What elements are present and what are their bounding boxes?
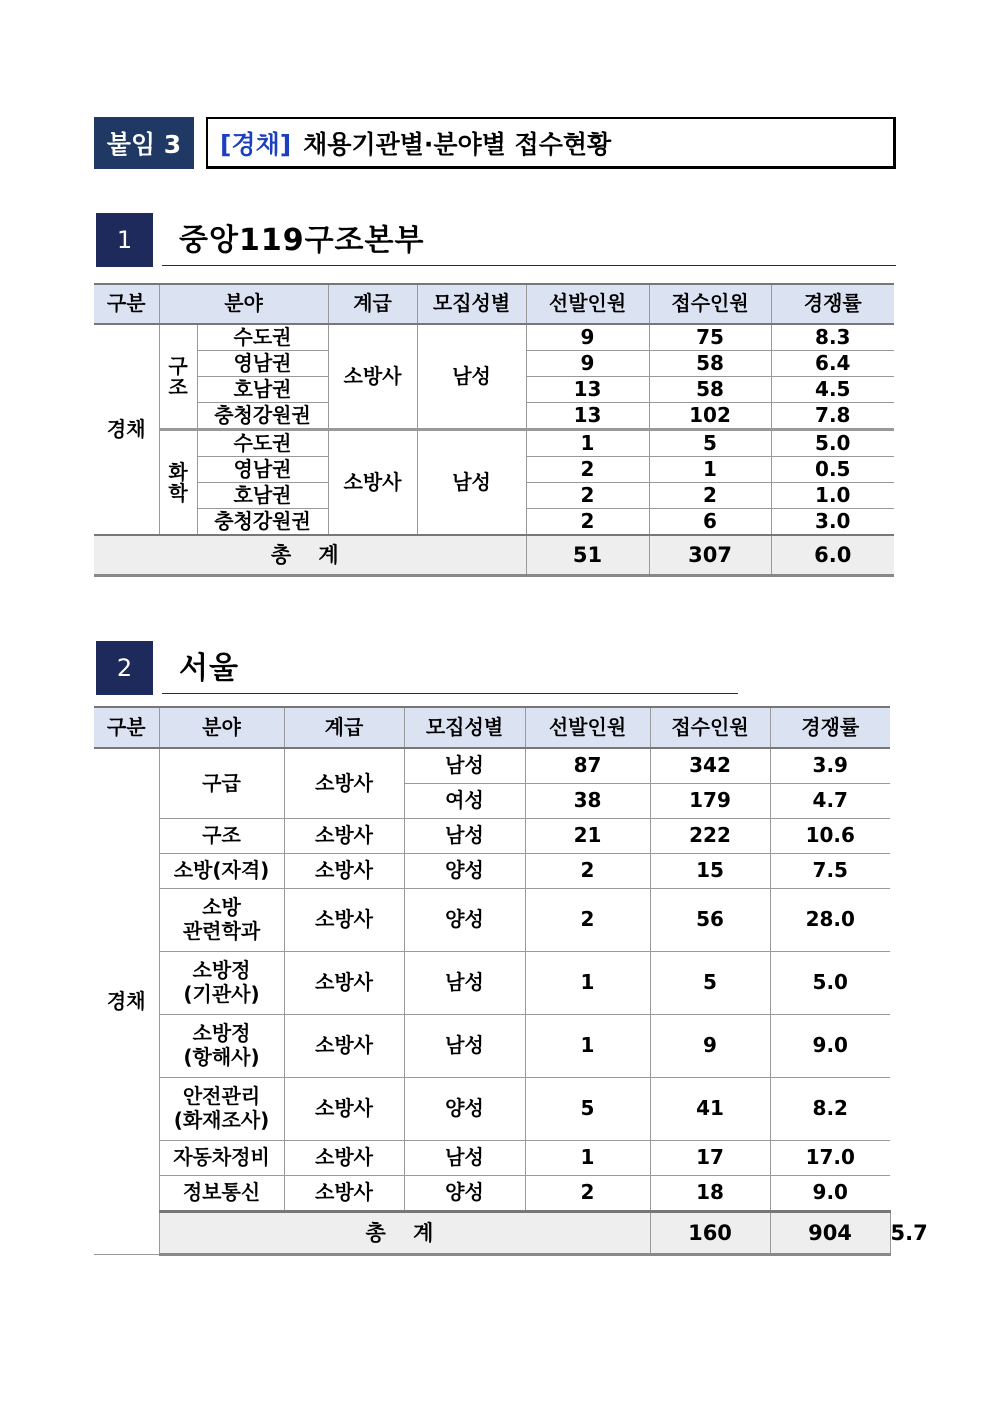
apply-cell: 102 [649,403,771,430]
region-cell: 영남권 [197,351,328,377]
field-cell: 소방(자격) [159,854,284,889]
table-row [94,324,894,351]
apply-cell: 2 [649,483,771,509]
select-cell: 2 [526,483,649,509]
section-1-table [94,283,894,577]
rank-cell: 소방사 [284,1141,404,1176]
total-apply: 307 [649,535,771,576]
ratio-cell: 7.8 [771,403,894,430]
select-cell: 1 [525,1015,650,1078]
title-tag: [경채] [220,129,292,159]
select-cell: 1 [525,952,650,1015]
col-header: 경쟁률 [770,707,890,748]
apply-cell: 41 [650,1078,770,1141]
section-number: 1 [96,213,153,267]
select-cell: 1 [525,1141,650,1176]
ratio-cell: 1.0 [771,483,894,509]
table-header-row [94,707,890,748]
table-row [94,819,890,854]
gender-cell: 남성 [404,819,525,854]
rank-cell: 소방사 [328,324,417,430]
attachment-badge: 붙임 3 [94,117,194,169]
select-cell: 9 [526,324,649,351]
section-number: 2 [96,641,153,695]
rank-cell: 소방사 [284,748,404,819]
table-row [94,854,890,889]
ratio-cell: 4.5 [771,377,894,403]
apply-cell: 5 [649,430,771,457]
group-label: 구조 [168,353,188,399]
attachment-header [94,117,896,169]
total-row: 총 계 160 904 5.7 [94,1212,890,1255]
ratio-cell: 3.9 [770,748,890,784]
table-row [94,1078,890,1141]
table-row [94,1015,890,1078]
select-cell: 87 [525,748,650,784]
table-header-row [94,284,894,324]
region-cell: 충청강원권 [197,509,328,536]
ratio-cell: 6.4 [771,351,894,377]
category-cell: 경채 [94,748,159,1255]
apply-cell: 56 [650,889,770,952]
section-underline [162,693,738,694]
apply-cell: 58 [649,351,771,377]
field-cell: 구조 [159,819,284,854]
total-ratio: 6.0 [771,535,894,576]
region-cell: 수도권 [197,430,328,457]
gender-cell: 남성 [404,1141,525,1176]
rank-cell: 소방사 [284,1176,404,1212]
section-underline [162,265,896,266]
ratio-cell: 8.3 [771,324,894,351]
gender-cell: 남성 [404,748,525,784]
select-cell: 21 [525,819,650,854]
ratio-cell: 4.7 [770,784,890,819]
field-line: (기관사) [183,982,260,1006]
rank-cell: 소방사 [284,1015,404,1078]
select-cell: 2 [525,1176,650,1212]
field-cell [159,1015,284,1078]
field-cell [159,889,284,952]
field-cell: 구급 [159,748,284,819]
total-label: 총 계 [159,1212,650,1255]
apply-cell: 75 [649,324,771,351]
apply-cell: 18 [650,1176,770,1212]
col-header: 계급 [328,284,417,324]
field-line: 소방정 [192,958,251,983]
total-apply: 904 [770,1212,890,1255]
region-cell: 호남권 [197,377,328,403]
rank-cell: 소방사 [284,952,404,1015]
select-cell: 1 [526,430,649,457]
apply-cell: 342 [650,748,770,784]
field-cell [159,1078,284,1141]
select-cell: 2 [525,889,650,952]
select-cell: 38 [525,784,650,819]
select-cell: 13 [526,377,649,403]
section-1-heading [96,213,896,267]
region-cell: 충청강원권 [197,403,328,430]
select-cell: 13 [526,403,649,430]
section-title: 중앙119구조본부 [179,223,425,258]
table-row [94,889,890,952]
title-text: 채용기관별·분야별 접수현황 [303,129,612,159]
category-cell: 경채 [94,324,159,535]
apply-cell: 1 [649,457,771,483]
table-row [94,430,894,457]
region-cell: 영남권 [197,457,328,483]
col-header: 계급 [284,707,404,748]
col-header: 모집성별 [404,707,525,748]
field-cell: 정보통신 [159,1176,284,1212]
region-cell: 호남권 [197,483,328,509]
col-header: 접수인원 [650,707,770,748]
ratio-cell: 8.2 [770,1078,890,1141]
gender-cell: 양성 [404,1176,525,1212]
ratio-cell: 9.0 [770,1176,890,1212]
gender-cell: 양성 [404,889,525,952]
select-cell: 2 [525,854,650,889]
section-2-heading [96,641,896,695]
region-cell: 수도권 [197,324,328,351]
ratio-cell: 7.5 [770,854,890,889]
col-header: 경쟁률 [771,284,894,324]
ratio-cell: 5.0 [770,952,890,1015]
field-line: 소방정 [192,1021,251,1046]
apply-cell: 15 [650,854,770,889]
field-line: 안전관리 [182,1084,261,1109]
total-select: 51 [526,535,649,576]
select-cell: 2 [526,509,649,536]
ratio-cell: 9.0 [770,1015,890,1078]
table-row [94,1176,890,1212]
col-header: 분야 [159,284,328,324]
section-title: 서울 [179,651,239,686]
col-header: 모집성별 [417,284,526,324]
col-header: 선발인원 [526,284,649,324]
select-cell: 5 [525,1078,650,1141]
rank-cell: 소방사 [284,1078,404,1141]
select-cell: 9 [526,351,649,377]
group-cell [159,430,197,536]
col-header: 접수인원 [649,284,771,324]
apply-cell: 58 [649,377,771,403]
apply-cell: 17 [650,1141,770,1176]
rank-cell: 소방사 [328,430,417,536]
col-header: 구분 [94,284,159,324]
ratio-cell: 10.6 [770,819,890,854]
col-header: 선발인원 [525,707,650,748]
ratio-cell: 0.5 [771,457,894,483]
gender-cell: 남성 [404,1015,525,1078]
gender-cell: 여성 [404,784,525,819]
field-line: 소방 [202,895,241,920]
total-row [94,535,894,576]
field-cell [159,952,284,1015]
gender-cell: 남성 [417,430,526,536]
ratio-cell: 5.0 [771,430,894,457]
apply-cell: 179 [650,784,770,819]
rank-cell: 소방사 [284,819,404,854]
table-row [94,748,890,784]
ratio-cell: 28.0 [770,889,890,952]
ratio-cell: 17.0 [770,1141,890,1176]
gender-cell: 양성 [404,854,525,889]
col-header: 구분 [94,707,159,748]
field-line: (화재조사) [173,1108,270,1132]
apply-cell: 5 [650,952,770,1015]
ratio-cell: 3.0 [771,509,894,536]
apply-cell: 9 [650,1015,770,1078]
gender-cell: 남성 [404,952,525,1015]
select-cell: 2 [526,457,649,483]
field-line: (항해사) [183,1045,260,1069]
col-header: 분야 [159,707,284,748]
apply-cell: 6 [649,509,771,536]
rank-cell: 소방사 [284,854,404,889]
rank-cell: 소방사 [284,889,404,952]
apply-cell: 222 [650,819,770,854]
table-row [94,1141,890,1176]
field-line: 관련학과 [182,919,261,943]
total-select: 160 [650,1212,770,1255]
table-row [94,952,890,1015]
section-2-table [94,706,928,1256]
total-label: 총 계 [94,535,526,576]
document-title [206,117,896,169]
field-cell: 자동차정비 [159,1141,284,1176]
group-label: 화학 [168,459,188,505]
gender-cell: 남성 [417,324,526,430]
gender-cell: 양성 [404,1078,525,1141]
group-cell [159,324,197,430]
